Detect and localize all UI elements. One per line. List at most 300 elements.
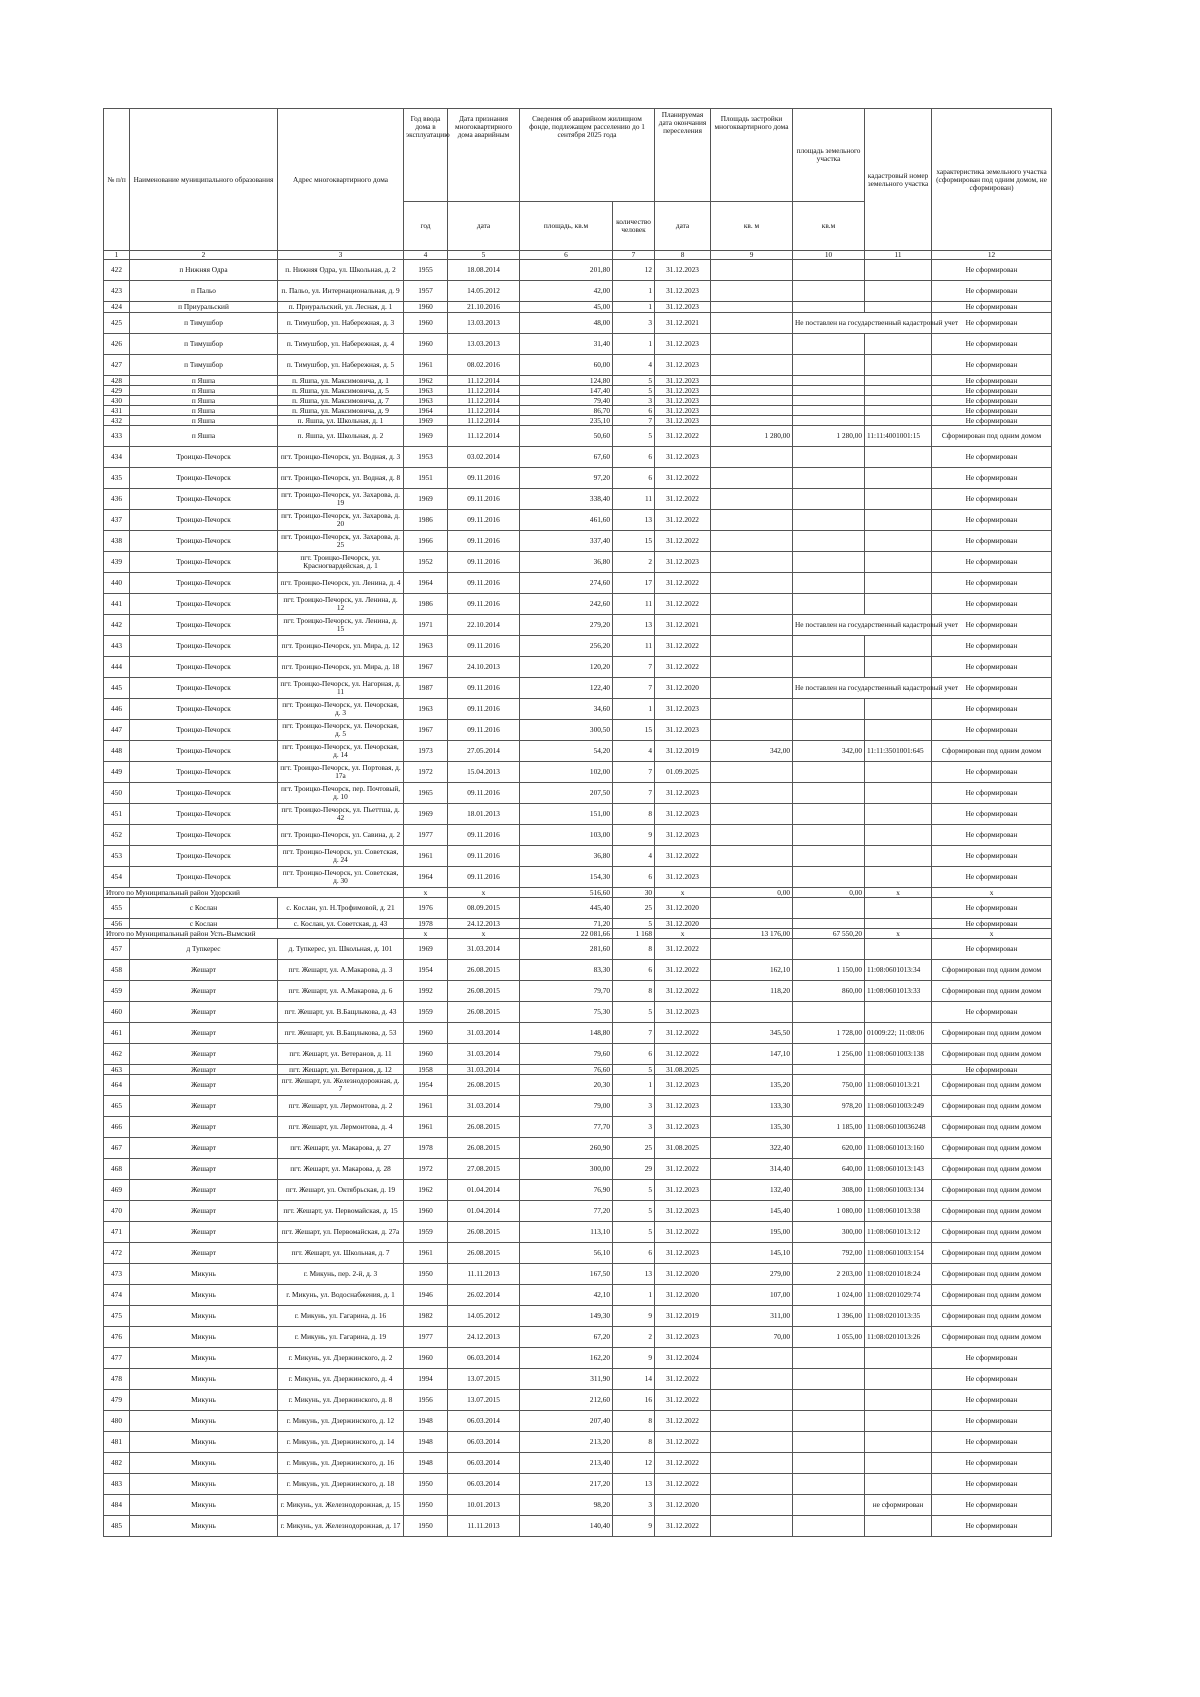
col-header-address: Адрес многоквартирного дома [278, 109, 404, 251]
plan-date-cell: 31.12.2022 [655, 1390, 711, 1411]
cadastral-cell [865, 636, 932, 657]
people-cell: 8 [613, 804, 655, 825]
municipality-cell: Троицко-Печорск [130, 573, 278, 594]
land-area-cell [793, 846, 865, 867]
land-characteristic-cell: Сформирован под одним домом [932, 1222, 1052, 1243]
people-cell: 6 [613, 960, 655, 981]
unit-sqm: кв. м [711, 202, 793, 251]
plan-date-cell: 31.12.2022 [655, 1411, 711, 1432]
emergency-date-cell: 24.12.2013 [448, 1327, 520, 1348]
building-area-cell [711, 762, 793, 783]
plan-date-cell: 31.12.2022 [655, 1516, 711, 1537]
address-cell: пгт. Жешарт, ул. Октябрьская, д. 19 [278, 1180, 404, 1201]
people-cell: 11 [613, 594, 655, 615]
plan-date-cell: 31.12.2023 [655, 334, 711, 355]
area-cell: 83,30 [520, 960, 613, 981]
emergency-date-cell: 06.03.2014 [448, 1474, 520, 1495]
building-area-cell [711, 447, 793, 468]
address-cell: пгт. Жешарт, ул. Макарова, д. 28 [278, 1159, 404, 1180]
area-cell: 79,60 [520, 1044, 613, 1065]
people-cell: 5 [613, 919, 655, 929]
row-number: 435 [104, 468, 130, 489]
people-cell: 8 [613, 1411, 655, 1432]
municipality-cell: Жешарт [130, 1096, 278, 1117]
building-area-cell [711, 302, 793, 313]
land-area-cell: 860,00 [793, 981, 865, 1002]
col-number: 8 [655, 251, 711, 260]
land-area-cell [793, 510, 865, 531]
land-characteristic-cell: Не сформирован [932, 867, 1052, 888]
people-cell: 30 [613, 888, 655, 898]
emergency-date-cell: x [448, 888, 520, 898]
people-cell: 3 [613, 396, 655, 406]
cadastral-cell: 11:11:3501001:645 [865, 741, 932, 762]
emergency-date-cell: 09.11.2016 [448, 531, 520, 552]
table-row [104, 426, 1052, 447]
people-cell: 1 168 [613, 929, 655, 939]
plan-date-cell: 31.12.2022 [655, 1369, 711, 1390]
year-cell: 1964 [404, 406, 448, 416]
land-characteristic-cell: Не сформирован [932, 386, 1052, 396]
year-cell: 1956 [404, 1390, 448, 1411]
building-area-cell [711, 825, 793, 846]
building-area-cell: 279,00 [711, 1264, 793, 1285]
row-number: 453 [104, 846, 130, 867]
land-characteristic-cell: Сформирован под одним домом [932, 1264, 1052, 1285]
area-cell: 67,20 [520, 1327, 613, 1348]
land-characteristic-cell: Сформирован под одним домом [932, 960, 1052, 981]
building-area-cell [711, 573, 793, 594]
area-cell: 48,00 [520, 313, 613, 334]
emergency-date-cell: 13.07.2015 [448, 1390, 520, 1411]
area-cell: 98,20 [520, 1495, 613, 1516]
municipality-cell: Троицко-Печорск [130, 531, 278, 552]
table-row [104, 281, 1052, 302]
building-area-cell [711, 678, 793, 699]
area-cell: 122,40 [520, 678, 613, 699]
table-row [104, 334, 1052, 355]
year-cell: 1959 [404, 1002, 448, 1023]
table-row [104, 1348, 1052, 1369]
address-cell: г. Микунь, ул. Дзержинского, д. 8 [278, 1390, 404, 1411]
cadastral-cell [865, 846, 932, 867]
people-cell: 1 [613, 281, 655, 302]
land-characteristic-cell: Не сформирован [932, 783, 1052, 804]
municipality-cell: Микунь [130, 1306, 278, 1327]
plan-date-cell: 31.12.2022 [655, 1023, 711, 1044]
area-cell: 76,90 [520, 1180, 613, 1201]
address-cell: пгт. Жешарт, ул. Ветеранов, д. 12 [278, 1065, 404, 1075]
municipality-cell: п Пальо [130, 281, 278, 302]
cadastral-cell [865, 552, 932, 573]
table-row [104, 960, 1052, 981]
land-characteristic-cell: Не сформирован [932, 636, 1052, 657]
people-cell: 6 [613, 1243, 655, 1264]
land-area-cell [793, 489, 865, 510]
row-number: 427 [104, 355, 130, 376]
people-cell: 14 [613, 1369, 655, 1390]
unit-date: дата [448, 202, 520, 251]
land-area-cell: 1 024,00 [793, 1285, 865, 1306]
area-cell: 71,20 [520, 919, 613, 929]
municipality-cell: Троицко-Печорск [130, 762, 278, 783]
building-area-cell: 162,10 [711, 960, 793, 981]
land-area-cell [793, 416, 865, 426]
municipality-cell: Микунь [130, 1390, 278, 1411]
year-cell: 1950 [404, 1495, 448, 1516]
year-cell: 1972 [404, 762, 448, 783]
municipality-cell: Троицко-Печорск [130, 594, 278, 615]
land-area-cell [793, 386, 865, 396]
land-area-cell [793, 804, 865, 825]
cadastral-cell [865, 468, 932, 489]
land-characteristic-cell: Не сформирован [932, 1495, 1052, 1516]
plan-date-cell: 31.12.2022 [655, 1159, 711, 1180]
table-row [104, 1180, 1052, 1201]
area-cell: 79,00 [520, 1096, 613, 1117]
col-number: 6 [520, 251, 613, 260]
address-cell: пгт. Жешарт, ул. Лермонтова, д. 4 [278, 1117, 404, 1138]
land-area-cell: Не поставлен на государственный кадастровый учет [793, 615, 932, 636]
table-row [104, 376, 1052, 386]
land-characteristic-cell: x [932, 888, 1052, 898]
plan-date-cell: 31.12.2023 [655, 260, 711, 281]
table-row [104, 1453, 1052, 1474]
emergency-date-cell: 09.11.2016 [448, 720, 520, 741]
table-row [104, 678, 1052, 699]
table-row [104, 783, 1052, 804]
table-row [104, 1159, 1052, 1180]
emergency-date-cell: 27.08.2015 [448, 1159, 520, 1180]
municipality-cell: Троицко-Печорск [130, 783, 278, 804]
building-area-cell: 311,00 [711, 1306, 793, 1327]
land-characteristic-cell: Сформирован под одним домом [932, 426, 1052, 447]
table-row [104, 898, 1052, 919]
year-cell: 1954 [404, 1075, 448, 1096]
row-number: 485 [104, 1516, 130, 1537]
emergency-date-cell: 09.11.2016 [448, 636, 520, 657]
year-cell: 1966 [404, 531, 448, 552]
cadastral-cell: 11:08:0601003:249 [865, 1096, 932, 1117]
cadastral-cell: 11:08:0601013:12 [865, 1222, 932, 1243]
emergency-date-cell: 15.04.2013 [448, 762, 520, 783]
plan-date-cell: 31.12.2023 [655, 1180, 711, 1201]
year-cell: 1971 [404, 615, 448, 636]
year-cell: 1959 [404, 1222, 448, 1243]
address-cell: пгт. Троицко-Печорск, ул. Печорская, д. 14 [278, 741, 404, 762]
cadastral-cell [865, 260, 932, 281]
people-cell: 12 [613, 1453, 655, 1474]
plan-date-cell: 31.12.2023 [655, 804, 711, 825]
municipality-cell: Троицко-Печорск [130, 699, 278, 720]
plan-date-cell: 31.12.2023 [655, 1075, 711, 1096]
emergency-date-cell: x [448, 929, 520, 939]
table-row [104, 260, 1052, 281]
year-cell: 1960 [404, 313, 448, 334]
plan-date-cell: 31.12.2023 [655, 783, 711, 804]
col-number: 3 [278, 251, 404, 260]
land-characteristic-cell: Не сформирован [932, 1369, 1052, 1390]
address-cell: пгт. Жешарт, ул. Школьная, д. 7 [278, 1243, 404, 1264]
col-header-land-characteristic: характеристика земельного участка (сформирован под одним домом, не сформирован) [932, 109, 1052, 251]
area-cell: 162,20 [520, 1348, 613, 1369]
municipality-cell: Жешарт [130, 1044, 278, 1065]
emergency-date-cell: 11.12.2014 [448, 416, 520, 426]
address-cell: пгт. Троицко-Печорск, ул. Захарова, д. 25 [278, 531, 404, 552]
table-row [104, 1285, 1052, 1306]
plan-date-cell: 31.12.2023 [655, 416, 711, 426]
land-characteristic-cell: Не сформирован [932, 447, 1052, 468]
people-cell: 5 [613, 1222, 655, 1243]
land-area-cell: 1 055,00 [793, 1327, 865, 1348]
land-characteristic-cell: Сформирован под одним домом [932, 1327, 1052, 1348]
building-area-cell [711, 510, 793, 531]
land-characteristic-cell: Сформирован под одним домом [932, 1159, 1052, 1180]
building-area-cell [711, 867, 793, 888]
plan-date-cell: 31.12.2022 [655, 510, 711, 531]
land-area-cell [793, 657, 865, 678]
building-area-cell [711, 1065, 793, 1075]
address-cell: пгт. Троицко-Печорск, ул. Пьеттша, д. 42 [278, 804, 404, 825]
address-cell: г. Микунь, ул. Дзержинского, д. 14 [278, 1432, 404, 1453]
municipality-cell: Жешарт [130, 1180, 278, 1201]
people-cell: 12 [613, 260, 655, 281]
plan-date-cell: 31.12.2023 [655, 376, 711, 386]
plan-date-cell: 31.12.2023 [655, 447, 711, 468]
cadastral-cell: 11:08:0201029:74 [865, 1285, 932, 1306]
cadastral-cell [865, 804, 932, 825]
cadastral-cell [865, 386, 932, 396]
row-number: 447 [104, 720, 130, 741]
land-area-cell [793, 334, 865, 355]
area-cell: 213,20 [520, 1432, 613, 1453]
emergency-date-cell: 13.03.2013 [448, 334, 520, 355]
land-characteristic-cell: Не сформирован [932, 804, 1052, 825]
municipality-cell: Жешарт [130, 1065, 278, 1075]
address-cell: г. Микунь, ул. Дзержинского, д. 16 [278, 1453, 404, 1474]
plan-date-cell: 31.12.2022 [655, 573, 711, 594]
cadastral-cell: 11:08:0201018:24 [865, 1264, 932, 1285]
people-cell: 11 [613, 636, 655, 657]
plan-date-cell: 31.12.2023 [655, 1243, 711, 1264]
row-number: 431 [104, 406, 130, 416]
row-number: 475 [104, 1306, 130, 1327]
municipality-cell: п Тимушбор [130, 313, 278, 334]
emergency-date-cell: 01.04.2014 [448, 1180, 520, 1201]
address-cell: пгт. Троицко-Печорск, ул. Захарова, д. 20 [278, 510, 404, 531]
table-row [104, 1243, 1052, 1264]
cadastral-cell: 11:08:0601003:154 [865, 1243, 932, 1264]
municipality-cell: Микунь [130, 1327, 278, 1348]
emergency-date-cell: 26.08.2015 [448, 1222, 520, 1243]
emergency-date-cell: 11.11.2013 [448, 1264, 520, 1285]
building-area-cell [711, 699, 793, 720]
land-area-cell [793, 1495, 865, 1516]
land-characteristic-cell: Сформирован под одним домом [932, 1285, 1052, 1306]
cadastral-cell [865, 531, 932, 552]
plan-date-cell: 31.12.2022 [655, 531, 711, 552]
plan-date-cell: x [655, 888, 711, 898]
table-row [104, 510, 1052, 531]
year-cell: 1963 [404, 699, 448, 720]
table-row [104, 699, 1052, 720]
land-characteristic-cell: Сформирован под одним домом [932, 1096, 1052, 1117]
municipality-cell: п Тимушбор [130, 355, 278, 376]
year-cell: 1961 [404, 1117, 448, 1138]
cadastral-cell [865, 510, 932, 531]
table-row [104, 1390, 1052, 1411]
land-area-cell: 300,00 [793, 1222, 865, 1243]
emergency-date-cell: 09.11.2016 [448, 468, 520, 489]
land-area-cell: 1 396,00 [793, 1306, 865, 1327]
plan-date-cell: 31.12.2021 [655, 615, 711, 636]
plan-date-cell: 31.12.2023 [655, 720, 711, 741]
address-cell: п. Тимушбор, ул. Набережная, д. 5 [278, 355, 404, 376]
land-area-cell [793, 1516, 865, 1537]
col-header-building-area: Площадь застройки многоквартирного дома [711, 109, 793, 202]
land-area-cell [793, 1390, 865, 1411]
land-characteristic-cell: Не сформирован [932, 720, 1052, 741]
land-area-cell [793, 302, 865, 313]
year-cell: 1967 [404, 720, 448, 741]
land-area-cell [793, 636, 865, 657]
cadastral-cell [865, 762, 932, 783]
address-cell: пгт. Жешарт, ул. Макарова, д. 27 [278, 1138, 404, 1159]
land-characteristic-cell: Не сформирован [932, 468, 1052, 489]
municipality-cell: п Нижняя Одра [130, 260, 278, 281]
total-label: Итого по Муниципальный район Удорский [104, 888, 404, 898]
row-number: 436 [104, 489, 130, 510]
address-cell: п. Яшпа, ул. Максимовича, д. 5 [278, 386, 404, 396]
area-cell: 76,60 [520, 1065, 613, 1075]
row-number: 426 [104, 334, 130, 355]
address-cell: пгт. Троицко-Печорск, ул. Портовая, д. 17а [278, 762, 404, 783]
municipality-cell: Жешарт [130, 1138, 278, 1159]
table-row [104, 355, 1052, 376]
land-characteristic-cell: Не сформирован [932, 1411, 1052, 1432]
cadastral-cell [865, 1432, 932, 1453]
year-cell: 1960 [404, 334, 448, 355]
year-cell: 1986 [404, 594, 448, 615]
row-number: 459 [104, 981, 130, 1002]
land-characteristic-cell: Не сформирован [932, 1390, 1052, 1411]
address-cell: пгт. Жешарт, ул. А.Макарова, д. 6 [278, 981, 404, 1002]
plan-date-cell: 31.08.2025 [655, 1138, 711, 1159]
area-cell: 56,10 [520, 1243, 613, 1264]
col-header-land-area: площадь земельного участка [793, 109, 865, 202]
year-cell: 1953 [404, 447, 448, 468]
land-characteristic-cell: Не сформирован [932, 510, 1052, 531]
plan-date-cell: 31.12.2022 [655, 960, 711, 981]
emergency-date-cell: 08.02.2016 [448, 355, 520, 376]
area-cell: 213,40 [520, 1453, 613, 1474]
table-row [104, 636, 1052, 657]
table-row [104, 594, 1052, 615]
municipality-cell: Троицко-Печорск [130, 510, 278, 531]
table-row [104, 1327, 1052, 1348]
address-cell: пгт. Троицко-Печорск, ул. Красногвардейская, д. 1 [278, 552, 404, 573]
col-number: 5 [448, 251, 520, 260]
land-area-cell [793, 1411, 865, 1432]
address-cell: пгт. Троицко-Печорск, ул. Нагорная, д. 11 [278, 678, 404, 699]
building-area-cell [711, 594, 793, 615]
people-cell: 9 [613, 825, 655, 846]
area-cell: 54,20 [520, 741, 613, 762]
municipality-cell: Троицко-Печорск [130, 447, 278, 468]
land-area-cell [793, 260, 865, 281]
table-row [104, 981, 1052, 1002]
municipality-cell: Микунь [130, 1495, 278, 1516]
address-cell: п. Тимушбор, ул. Набережная, д. 4 [278, 334, 404, 355]
municipality-cell: п Яшпа [130, 386, 278, 396]
row-number: 466 [104, 1117, 130, 1138]
municipality-cell: Жешарт [130, 981, 278, 1002]
emergency-date-cell: 10.01.2013 [448, 1495, 520, 1516]
people-cell: 9 [613, 1348, 655, 1369]
row-number: 471 [104, 1222, 130, 1243]
year-cell: 1969 [404, 489, 448, 510]
year-cell: 1964 [404, 867, 448, 888]
land-area-cell: 1 150,00 [793, 960, 865, 981]
row-number: 465 [104, 1096, 130, 1117]
address-cell: пгт. Троицко-Печорск, ул. Ленина, д. 15 [278, 615, 404, 636]
row-number: 440 [104, 573, 130, 594]
land-characteristic-cell: Не сформирован [932, 406, 1052, 416]
address-cell: пгт. Троицко-Печорск, ул. Печорская, д. 3 [278, 699, 404, 720]
land-characteristic-cell: Не сформирован [932, 762, 1052, 783]
land-area-cell [793, 867, 865, 888]
address-cell: пгт. Троицко-Печорск, ул. Ленина, д. 12 [278, 594, 404, 615]
col-header-municipality: Наименование муниципального образования [130, 109, 278, 251]
address-cell: пгт. Троицко-Печорск, ул. Водная, д. 3 [278, 447, 404, 468]
municipality-cell: Троицко-Печорск [130, 615, 278, 636]
land-area-cell: 0,00 [793, 888, 865, 898]
table-row [104, 919, 1052, 929]
area-cell: 151,00 [520, 804, 613, 825]
col-number: 12 [932, 251, 1052, 260]
table-row [104, 531, 1052, 552]
plan-date-cell: 31.12.2020 [655, 678, 711, 699]
plan-date-cell: 31.12.2023 [655, 1117, 711, 1138]
table-row [104, 1096, 1052, 1117]
building-area-cell [711, 919, 793, 929]
row-number: 463 [104, 1065, 130, 1075]
year-cell: 1967 [404, 657, 448, 678]
table-row [104, 396, 1052, 406]
plan-date-cell: 31.12.2022 [655, 426, 711, 447]
area-cell: 113,10 [520, 1222, 613, 1243]
year-cell: 1961 [404, 1243, 448, 1264]
cadastral-cell [865, 489, 932, 510]
cadastral-cell [865, 657, 932, 678]
cadastral-cell: 11:08:0601013:38 [865, 1201, 932, 1222]
row-number: 432 [104, 416, 130, 426]
building-area-cell [711, 1390, 793, 1411]
building-area-cell [711, 376, 793, 386]
area-cell: 86,70 [520, 406, 613, 416]
area-cell: 300,00 [520, 1159, 613, 1180]
table-row [104, 741, 1052, 762]
land-area-cell: 1 256,00 [793, 1044, 865, 1065]
plan-date-cell: 31.12.2023 [655, 1096, 711, 1117]
area-cell: 22 081,66 [520, 929, 613, 939]
cadastral-cell [865, 1369, 932, 1390]
land-characteristic-cell: Не сформирован [932, 313, 1052, 334]
people-cell: 1 [613, 1285, 655, 1306]
land-characteristic-cell: Не сформирован [932, 334, 1052, 355]
people-cell: 4 [613, 355, 655, 376]
people-cell: 2 [613, 552, 655, 573]
